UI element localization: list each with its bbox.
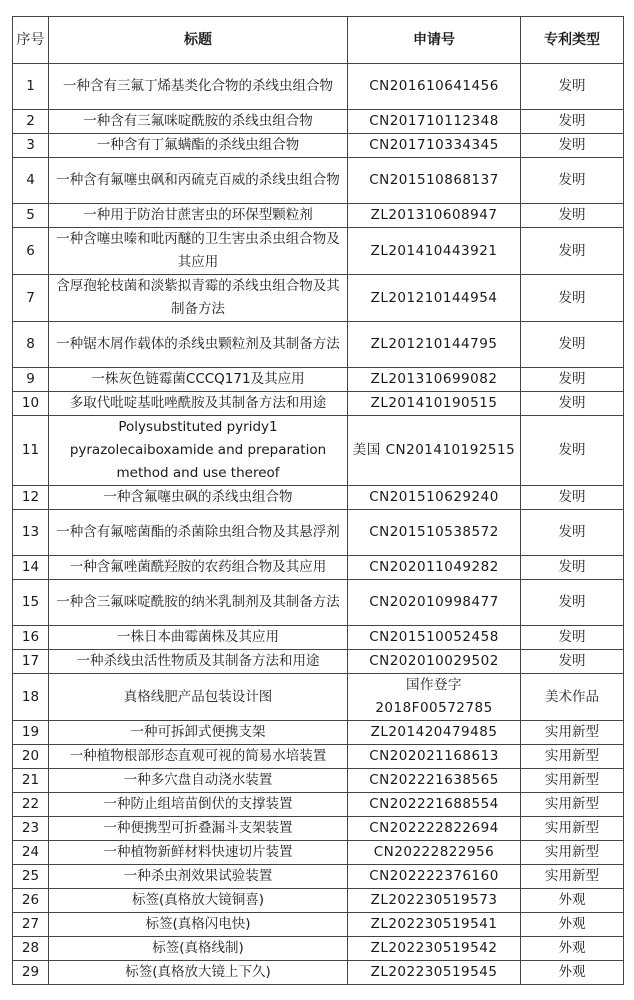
cell-application-no: CN201710112348 — [348, 110, 521, 134]
cell-title: 一株日本曲霉菌株及其应用 — [49, 626, 348, 650]
cell-patent-type: 发明 — [521, 228, 624, 275]
cell-application-no: CN201510629240 — [348, 486, 521, 510]
cell-application-no: CN201510538572 — [348, 510, 521, 556]
cell-patent-type: 发明 — [521, 486, 624, 510]
cell-application-no: CN202021168613 — [348, 745, 521, 769]
cell-patent-type: 发明 — [521, 416, 624, 486]
cell-title: 一种含噻虫嗪和吡丙醚的卫生害虫杀虫组合物及其应用 — [49, 228, 348, 275]
header-title: 标题 — [49, 17, 348, 64]
cell-patent-type: 发明 — [521, 510, 624, 556]
cell-seq: 19 — [13, 721, 49, 745]
patent-table — [12, 16, 624, 985]
cell-patent-type: 发明 — [521, 556, 624, 580]
table-row — [13, 650, 624, 674]
cell-patent-type: 外观 — [521, 937, 624, 961]
table-row — [13, 158, 624, 204]
cell-application-no: ZL201210144795 — [348, 322, 521, 368]
table-row — [13, 889, 624, 913]
table-row — [13, 817, 624, 841]
cell-patent-type: 发明 — [521, 392, 624, 416]
cell-application-no: CN202221638565 — [348, 769, 521, 793]
cell-seq: 13 — [13, 510, 49, 556]
table-row — [13, 110, 624, 134]
table-row — [13, 745, 624, 769]
table-row — [13, 204, 624, 228]
cell-seq: 15 — [13, 580, 49, 626]
table-row — [13, 416, 624, 486]
cell-patent-type: 实用新型 — [521, 865, 624, 889]
cell-patent-type: 发明 — [521, 650, 624, 674]
cell-application-no: CN201710334345 — [348, 134, 521, 158]
cell-application-no: CN202221688554 — [348, 793, 521, 817]
cell-seq: 10 — [13, 392, 49, 416]
cell-title: 一种含三氟咪啶酰胺的纳米乳制剂及其制备方法 — [49, 580, 348, 626]
cell-application-no: CN201510868137 — [348, 158, 521, 204]
cell-patent-type: 外观 — [521, 913, 624, 937]
table-row — [13, 769, 624, 793]
cell-patent-type: 发明 — [521, 580, 624, 626]
table-row — [13, 841, 624, 865]
cell-application-no: CN201510052458 — [348, 626, 521, 650]
cell-title: Polysubstituted pyridy1 pyrazolecaiboxamide and preparation method and use thereof — [49, 416, 348, 486]
cell-title: 一种植物根部形态直观可视的简易水培装置 — [49, 745, 348, 769]
header-seq: 序号 — [13, 17, 49, 64]
cell-seq: 28 — [13, 937, 49, 961]
cell-patent-type: 实用新型 — [521, 721, 624, 745]
cell-seq: 2 — [13, 110, 49, 134]
cell-title: 一种杀线虫活性物质及其制备方法和用途 — [49, 650, 348, 674]
cell-title: 标签(真格放大镜铜喜) — [49, 889, 348, 913]
cell-seq: 27 — [13, 913, 49, 937]
cell-application-no: ZL202230519541 — [348, 913, 521, 937]
cell-patent-type: 发明 — [521, 134, 624, 158]
cell-application-no: CN202011049282 — [348, 556, 521, 580]
cell-seq: 26 — [13, 889, 49, 913]
table-row — [13, 275, 624, 322]
cell-title: 一种含氟噻虫砜的杀线虫组合物 — [49, 486, 348, 510]
cell-seq: 7 — [13, 275, 49, 322]
table-row — [13, 865, 624, 889]
cell-title: 一种含氟唑菌酰羟胺的农药组合物及其应用 — [49, 556, 348, 580]
table-row — [13, 913, 624, 937]
cell-patent-type: 发明 — [521, 64, 624, 110]
cell-title: 一种含有氟噻虫砜和丙硫克百威的杀线虫组合物 — [49, 158, 348, 204]
table-row — [13, 228, 624, 275]
cell-patent-type: 发明 — [521, 158, 624, 204]
cell-seq: 12 — [13, 486, 49, 510]
table-row — [13, 134, 624, 158]
cell-seq: 1 — [13, 64, 49, 110]
table-row — [13, 510, 624, 556]
table-row — [13, 626, 624, 650]
cell-seq: 21 — [13, 769, 49, 793]
table-row — [13, 392, 624, 416]
cell-seq: 20 — [13, 745, 49, 769]
cell-application-no: CN202010029502 — [348, 650, 521, 674]
table-row — [13, 961, 624, 985]
cell-patent-type: 美术作品 — [521, 674, 624, 721]
cell-application-no: CN202222822694 — [348, 817, 521, 841]
cell-seq: 8 — [13, 322, 49, 368]
cell-title: 一种锯木屑作载体的杀线虫颗粒剂及其制备方法 — [49, 322, 348, 368]
cell-title: 一种用于防治甘蔗害虫的环保型颗粒剂 — [49, 204, 348, 228]
cell-seq: 18 — [13, 674, 49, 721]
cell-title: 含厚孢轮枝菌和淡紫拟青霉的杀线虫组合物及其制备方法 — [49, 275, 348, 322]
cell-application-no: ZL201410190515 — [348, 392, 521, 416]
cell-patent-type: 实用新型 — [521, 769, 624, 793]
cell-patent-type: 发明 — [521, 110, 624, 134]
cell-title: 一种植物新鲜材料快速切片装置 — [49, 841, 348, 865]
table-row — [13, 580, 624, 626]
cell-application-no: ZL201310608947 — [348, 204, 521, 228]
table-row — [13, 64, 624, 110]
cell-application-no: ZL201420479485 — [348, 721, 521, 745]
cell-title: 一种杀虫剂效果试验装置 — [49, 865, 348, 889]
cell-seq: 22 — [13, 793, 49, 817]
cell-patent-type: 外观 — [521, 961, 624, 985]
cell-seq: 3 — [13, 134, 49, 158]
cell-patent-type: 发明 — [521, 204, 624, 228]
cell-application-no: 美国 CN201410192515 — [348, 416, 521, 486]
header-patent-type: 专利类型 — [521, 17, 624, 64]
cell-application-no: CN201610641456 — [348, 64, 521, 110]
cell-application-no: CN202222376160 — [348, 865, 521, 889]
cell-seq: 29 — [13, 961, 49, 985]
cell-seq: 4 — [13, 158, 49, 204]
cell-patent-type: 实用新型 — [521, 817, 624, 841]
cell-seq: 5 — [13, 204, 49, 228]
cell-title: 一株灰色链霉菌CCCQ171及其应用 — [49, 368, 348, 392]
cell-patent-type: 发明 — [521, 275, 624, 322]
table-row — [13, 937, 624, 961]
cell-patent-type: 实用新型 — [521, 745, 624, 769]
cell-seq: 17 — [13, 650, 49, 674]
cell-seq: 9 — [13, 368, 49, 392]
cell-patent-type: 发明 — [521, 368, 624, 392]
cell-seq: 16 — [13, 626, 49, 650]
table-row — [13, 556, 624, 580]
cell-title: 真格线肥产品包装设计图 — [49, 674, 348, 721]
cell-title: 一种含有三氟丁烯基类化合物的杀线虫组合物 — [49, 64, 348, 110]
cell-application-no: ZL202230519545 — [348, 961, 521, 985]
cell-title: 一种多穴盘自动浇水装置 — [49, 769, 348, 793]
cell-title: 一种便携型可折叠漏斗支架装置 — [49, 817, 348, 841]
cell-seq: 23 — [13, 817, 49, 841]
cell-application-no: CN202010998477 — [348, 580, 521, 626]
cell-application-no: ZL201210144954 — [348, 275, 521, 322]
cell-title: 多取代吡啶基吡唑酰胺及其制备方法和用途 — [49, 392, 348, 416]
table-header-row — [13, 17, 624, 64]
table-row — [13, 721, 624, 745]
cell-title: 一种防止组培苗倒伏的支撑装置 — [49, 793, 348, 817]
cell-application-no: ZL201410443921 — [348, 228, 521, 275]
cell-title: 标签(真格线制) — [49, 937, 348, 961]
cell-seq: 11 — [13, 416, 49, 486]
cell-seq: 14 — [13, 556, 49, 580]
cell-title: 一种含有三氟咪啶酰胺的杀线虫组合物 — [49, 110, 348, 134]
cell-title: 一种可拆卸式便携支架 — [49, 721, 348, 745]
cell-patent-type: 实用新型 — [521, 793, 624, 817]
cell-patent-type: 发明 — [521, 322, 624, 368]
cell-title: 标签(真格闪电快) — [49, 913, 348, 937]
table-row — [13, 322, 624, 368]
cell-seq: 6 — [13, 228, 49, 275]
cell-patent-type: 发明 — [521, 626, 624, 650]
header-application-no: 申请号 — [348, 17, 521, 64]
cell-application-no: 国作登字 2018F00572785 — [348, 674, 521, 721]
cell-application-no: ZL202230519542 — [348, 937, 521, 961]
cell-seq: 24 — [13, 841, 49, 865]
cell-title: 一种含有氟嘧菌酯的杀菌除虫组合物及其悬浮剂 — [49, 510, 348, 556]
table-row — [13, 793, 624, 817]
cell-application-no: CN20222822956 — [348, 841, 521, 865]
cell-application-no: ZL201310699082 — [348, 368, 521, 392]
table-row — [13, 368, 624, 392]
table-row — [13, 674, 624, 721]
cell-title: 一种含有丁氟螨酯的杀线虫组合物 — [49, 134, 348, 158]
table-row — [13, 486, 624, 510]
cell-seq: 25 — [13, 865, 49, 889]
cell-patent-type: 外观 — [521, 889, 624, 913]
cell-title: 标签(真格放大镜上下久) — [49, 961, 348, 985]
cell-patent-type: 实用新型 — [521, 841, 624, 865]
cell-application-no: ZL202230519573 — [348, 889, 521, 913]
